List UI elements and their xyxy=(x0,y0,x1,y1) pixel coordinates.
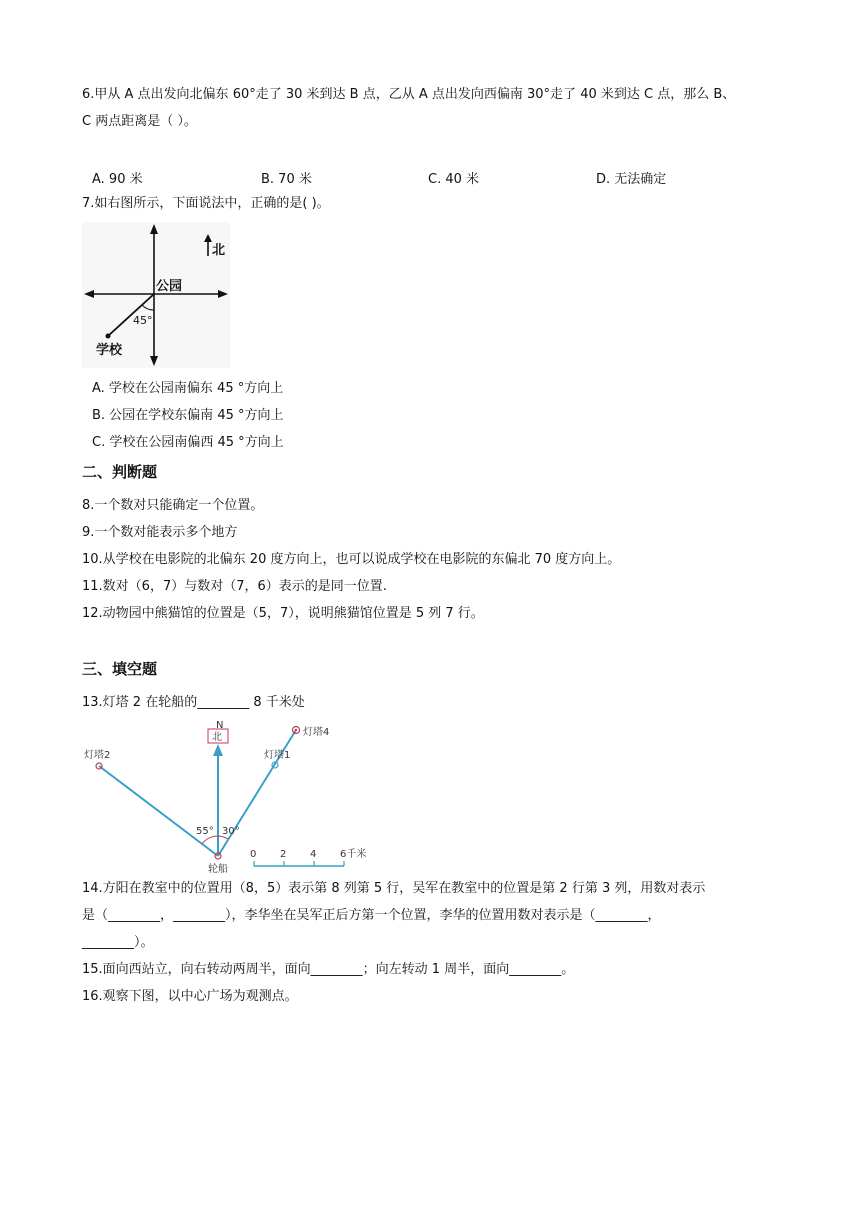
q7-option-b: B. 公园在学校东偏南 45 °方向上 xyxy=(92,408,284,423)
q13: 13.灯塔 2 在轮船的________ 8 千米处 xyxy=(82,695,305,710)
q13-n-label: N xyxy=(216,720,224,731)
q13-scale-4: 4 xyxy=(310,849,317,860)
q13-north-label: 北 xyxy=(212,732,222,743)
q7-option-c: C. 学校在公园南偏西 45 °方向上 xyxy=(92,435,284,450)
q7-angle-label: 45° xyxy=(133,314,153,327)
q7-option-a: A. 学校在公园南偏东 45 °方向上 xyxy=(92,381,284,396)
q6-line1: 6.甲从 A 点出发向北偏东 60°走了 30 米到达 B 点，乙从 A 点出发向西偏南 30°走了 40 米到达 C 点，那么 B、 xyxy=(82,87,736,102)
q7-park-label: 公园 xyxy=(156,279,183,294)
q15: 15.面向西站立，向右转动两周半，面向________；向左转动 1 周半，面向________。 xyxy=(82,962,575,977)
q13-lighthouse1-label: 灯塔1 xyxy=(264,750,291,761)
q7-compass-figure xyxy=(82,222,230,368)
q13-scale-0: 0 xyxy=(250,849,257,860)
q13-line-lighthouse2 xyxy=(99,766,218,856)
q6-option-a: A. 90 米 xyxy=(92,172,143,187)
q14-line2: 是（________，________），李华坐在吴军正后方第一个位置，李华的位置用数对表示是（________， xyxy=(82,908,661,923)
q13-lighthouse2-label: 灯塔2 xyxy=(84,750,111,761)
q7-north-label: 北 xyxy=(212,243,226,258)
q14-line1: 14.方阳在教室中的位置用（8，5）表示第 8 列第 5 行，吴军在教室中的位置是第 2 行第 3 列，用数对表示 xyxy=(82,881,706,896)
q11: 11.数对（6，7）与数对（7，6）表示的是同一位置. xyxy=(82,579,387,594)
q13-angle-arc-left xyxy=(202,836,218,844)
q6-option-d: D. 无法确定 xyxy=(596,172,667,187)
q13-lighthouse4-label: 灯塔4 xyxy=(303,727,330,738)
q13-line-lighthouse4 xyxy=(218,730,296,856)
q13-scale-2: 2 xyxy=(280,849,287,860)
q6-option-b: B. 70 米 xyxy=(261,172,312,187)
q13-angle-left-label: 55° xyxy=(196,826,214,837)
q8: 8.一个数对只能确定一个位置。 xyxy=(82,498,264,513)
q13-north-arrowhead xyxy=(213,744,223,756)
q13-ship-label: 轮船 xyxy=(208,864,228,875)
q7-stem: 7.如右图所示，下面说法中，正确的是( )。 xyxy=(82,196,330,211)
q12: 12.动物园中熊猫馆的位置是（5，7），说明熊猫馆位置是 5 列 7 行。 xyxy=(82,606,484,621)
q6-line2: C 两点距离是（ ）。 xyxy=(82,114,197,129)
q7-school-dot xyxy=(106,334,111,339)
q14-line3: ________）。 xyxy=(82,935,154,950)
q7-school-label: 学校 xyxy=(96,343,123,358)
q6-option-c: C. 40 米 xyxy=(428,172,480,187)
section3-title: 三、填空题 xyxy=(82,660,158,678)
q13-lighthouse-figure xyxy=(82,716,382,876)
q13-scale-6: 6千米 xyxy=(340,849,367,860)
q9: 9.一个数对能表示多个地方 xyxy=(82,525,238,540)
q10: 10.从学校在电影院的北偏东 20 度方向上，也可以说成学校在电影院的东偏北 70 度方向上。 xyxy=(82,552,621,567)
q13-angle-right-label: 30° xyxy=(222,826,240,837)
section2-title: 二、判断题 xyxy=(82,463,158,481)
q16: 16.观察下图，以中心广场为观测点。 xyxy=(82,989,298,1004)
